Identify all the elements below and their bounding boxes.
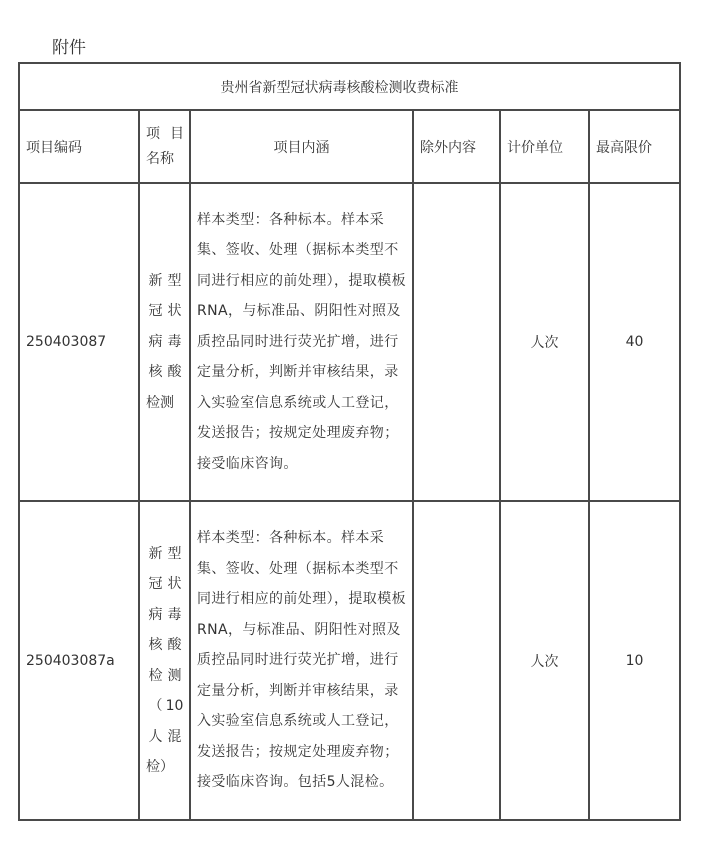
name-tail: 检测 <box>146 394 174 411</box>
name-char: 核 <box>148 637 163 653</box>
name-char: 测 <box>167 667 182 684</box>
name-char: 毒 <box>167 606 182 623</box>
header-row <box>19 110 680 183</box>
item-content: 样本类型：各种标本。样本采集、签收、处理（据标本类型不同进行相应的前处理），提取模板RNA，与标准品、阴阳性对照及质控品同时进行荧光扩增，进行定量分析，判断并审核结果，录入实验室信息系统或人工登记，发送报告；按规定处理废弃物；接受临床咨询。包括5人混检。 <box>190 501 413 820</box>
item-unit: 人次 <box>500 183 589 501</box>
header-code: 项目编码 <box>19 110 139 183</box>
item-name <box>139 183 190 501</box>
attachment-label: 附件 <box>52 38 86 58</box>
item-name-grid <box>146 266 184 419</box>
table-row <box>19 183 680 501</box>
item-unit: 人次 <box>500 501 589 820</box>
name-char: 状 <box>167 303 182 320</box>
name-char: 人 <box>148 728 163 745</box>
table-title-text: 贵州省新型冠状病毒核酸检测收费标准 <box>220 79 459 96</box>
item-name-grid <box>146 539 184 783</box>
name-char: 冠 <box>148 303 163 320</box>
name-char: 酸 <box>167 637 182 653</box>
name-char: 冠 <box>148 576 163 592</box>
item-code: 250403087a <box>19 501 139 820</box>
header-unit: 计价单位 <box>500 110 589 183</box>
table-row <box>19 501 680 820</box>
name-char: 状 <box>167 576 182 592</box>
item-content: 样本类型：各种标本。样本采集、签收、处理（据标本类型不同进行相应的前处理），提取模板RNA，与标准品、阴阳性对照及质控品同时进行荧光扩增，进行定量分析，判断并审核结果，录入实验室信息系统或人工登记，发送报告；按规定处理废弃物；接受临床咨询。 <box>190 183 413 501</box>
name-char: 病 <box>148 606 163 623</box>
name-char: （ <box>148 698 163 714</box>
header-name-line1 <box>146 122 184 147</box>
item-name <box>139 501 190 820</box>
name-char: 新 <box>148 272 163 289</box>
header-content: 项目内涵 <box>190 110 413 183</box>
item-code: 250403087 <box>19 183 139 501</box>
name-char: 核 <box>148 364 163 381</box>
item-excluded <box>413 501 500 820</box>
table-title-row <box>19 63 680 110</box>
header-name <box>139 110 190 183</box>
header-name-line2: 名称 <box>146 150 174 167</box>
name-char: 10 <box>165 698 184 714</box>
item-max-price: 40 <box>589 183 680 501</box>
header-name-char: 目 <box>170 125 184 142</box>
item-excluded <box>413 183 500 501</box>
name-char: 酸 <box>167 364 182 381</box>
name-char: 型 <box>167 545 182 562</box>
name-char: 型 <box>167 272 182 289</box>
name-char: 检 <box>148 667 163 684</box>
name-char: 混 <box>167 728 182 745</box>
name-tail: 检） <box>146 759 174 775</box>
fee-standard-table <box>18 62 681 821</box>
name-char: 新 <box>148 545 163 562</box>
header-excluded: 除外内容 <box>413 110 500 183</box>
item-max-price: 10 <box>589 501 680 820</box>
table-title <box>19 63 680 110</box>
header-max-price: 最高限价 <box>589 110 680 183</box>
name-char: 毒 <box>167 333 182 350</box>
header-name-char: 项 <box>146 125 160 142</box>
name-char: 病 <box>148 333 163 350</box>
